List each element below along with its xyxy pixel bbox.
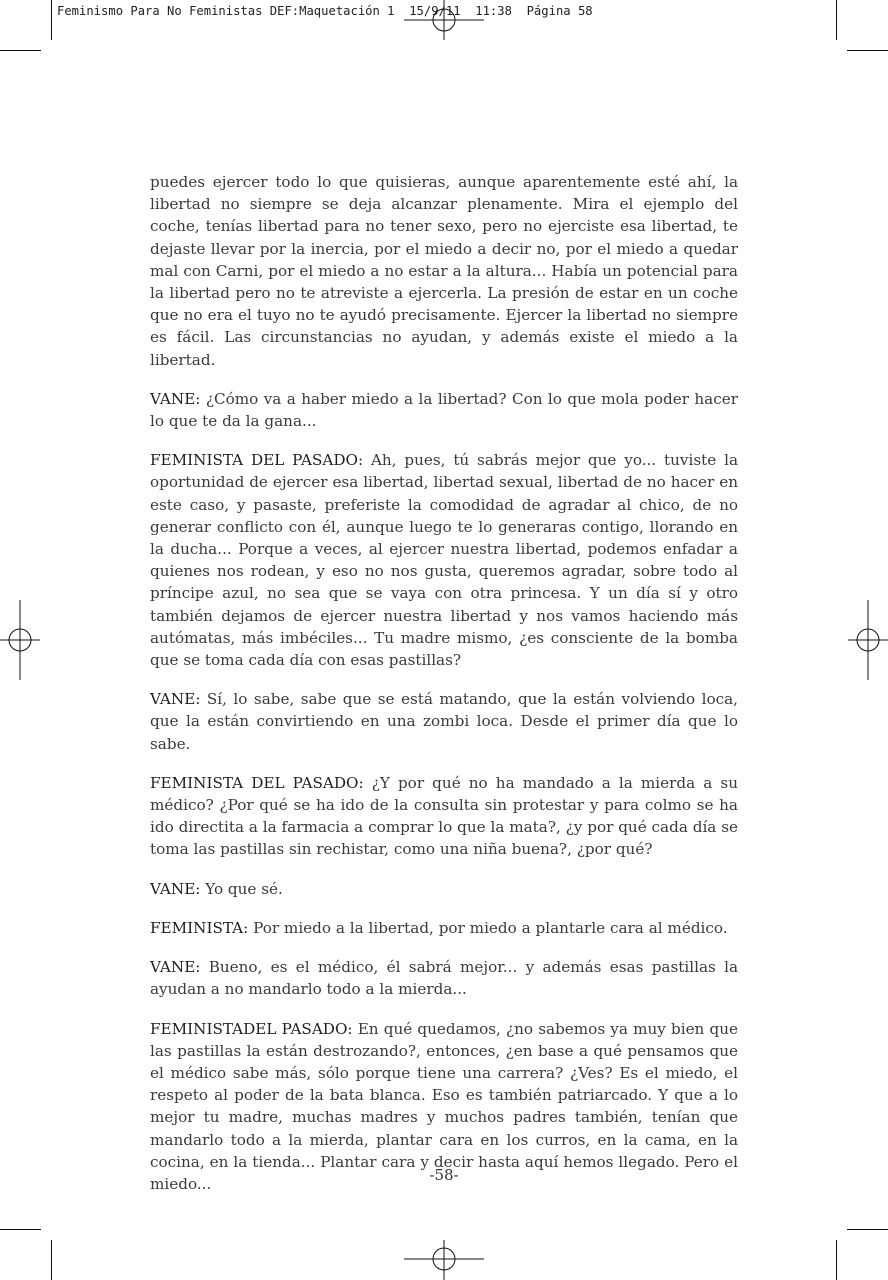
paragraph-text: puedes ejercer todo lo que quisieras, aunque aparentemente esté ahí, la libertad no siempre se deja alcanzar plenamente. Mira el ejemplo del coche, tenías libertad para no tener sexo, pero no ejerciste esa libertad, te dejaste llevar por la inercia, por el miedo a decir no, por el miedo a quedar mal con Carni, por el miedo a no estar a la altura... Había un potencial para la libertad pero no te atreviste a ejercerla. La presión de estar en un coche que no era el tuyo no te ayudó precisamente. Ejercer la libertad no siempre es fácil. Las circunstancias no ayudan, y además existe el miedo a la libertad. (150, 173, 738, 369)
paragraph-text: Yo que sé. (200, 879, 283, 898)
paragraph (150, 917, 738, 939)
registration-mark-top-icon (404, 0, 484, 40)
speaker-label: FEMINISTA: (150, 918, 249, 937)
crop-mark-top-right-h (847, 50, 888, 51)
page-number: -58- (429, 1166, 459, 1184)
speaker-label: FEMINISTA DEL PASADO: (150, 451, 364, 470)
crop-mark-bottom-right-v (836, 1240, 837, 1280)
paragraph (150, 878, 738, 900)
crop-mark-bottom-left-h (0, 1229, 41, 1230)
crop-mark-top-left-h (0, 50, 41, 51)
paragraph-text: ¿Cómo va a haber miedo a la libertad? Con lo que mola poder hacer lo que te da la gana... (150, 389, 738, 431)
crop-mark-bottom-left-v (51, 1240, 52, 1280)
crop-mark-top-right-v (836, 0, 837, 40)
speaker-label: VANE: (150, 958, 201, 977)
registration-mark-right-icon (848, 600, 888, 680)
speaker-label: VANE: (150, 389, 201, 408)
paragraph (150, 171, 738, 371)
paragraph-text: Sí, lo sabe, sabe que se está matando, que la están volviendo loca, que la están convirtiendo en una zombi loca. Desde el primer día que lo sabe. (150, 690, 738, 753)
paragraph-text: En qué quedamos, ¿no sabemos ya muy bien que las pastillas la están destrozando?, entonces, ¿en base a qué pensamos que el médico sabe más, sólo porque tiene una carrera? ¿Ves? Es el miedo, el respeto al poder de la bata blanca. Eso es también patriarcado. Y que a lo mejor tu madre, muchas madres y muchos padres también, tenían que mandarlo todo a la mierda, plantar cara en los curros, en la cama, en la cocina, en la tienda... Plantar cara y decir hasta aquí hemos llegado. Pero el miedo... (150, 1019, 738, 1193)
speaker-label: FEMINISTA DEL PASADO: (150, 773, 364, 792)
crop-mark-bottom-right-h (847, 1229, 888, 1230)
paragraph (150, 688, 738, 755)
paragraph (150, 388, 738, 432)
paragraph-text: ¿Y por qué no ha mandado a la mierda a su médico? ¿Por qué se ha ido de la consulta sin protestar y para colmo se ha ido directita a la farmacia a comprar lo que la mata?, ¿y por qué cada día se toma las pastillas sin rechistar, como una niña buena?, ¿por qué? (150, 773, 738, 859)
slug-line: Feminismo Para No Feministas DEF:Maquetación 1 15/9/11 11:38 Página 58 (57, 4, 593, 18)
paragraph (150, 956, 738, 1000)
body-text (150, 171, 738, 1212)
paragraph-text: Bueno, es el médico, él sabrá mejor... y además esas pastillas la ayudan a no mandarlo todo a la mierda... (150, 958, 738, 999)
crop-mark-top-left-v (51, 0, 52, 40)
paragraph-text: Ah, pues, tú sabrás mejor que yo... tuviste la oportunidad de ejercer esa libertad, libertad sexual, libertad de no hacer en este caso, y pasaste, preferiste la comodidad de agradar al chico, de no generar conflicto con él, aunque luego te lo generaras contigo, llorando en la ducha... Porque a veces, al ejercer nuestra libertad, podemos enfadar a quienes nos rodean, y eso no nos gusta, queremos agradar, sobre todo al príncipe azul, no sea que se vaya con otra princesa. Y un día sí y otro también dejamos de ejercer nuestra libertad y nos vamos haciendo más autómatas, más imbéciles... Tu madre mismo, ¿es consciente de la bomba que se toma cada día con esas pastillas? (150, 451, 739, 670)
speaker-label: VANE: (150, 690, 201, 709)
registration-mark-bottom-icon (404, 1240, 484, 1280)
registration-mark-left-icon (0, 600, 40, 680)
paragraph (150, 449, 738, 671)
paragraph-text: Por miedo a la libertad, por miedo a plantarle cara al médico. (248, 918, 728, 937)
speaker-label: VANE: (150, 879, 201, 898)
speaker-label: FEMINISTADEL PASADO: (150, 1019, 353, 1038)
paragraph (150, 772, 738, 861)
